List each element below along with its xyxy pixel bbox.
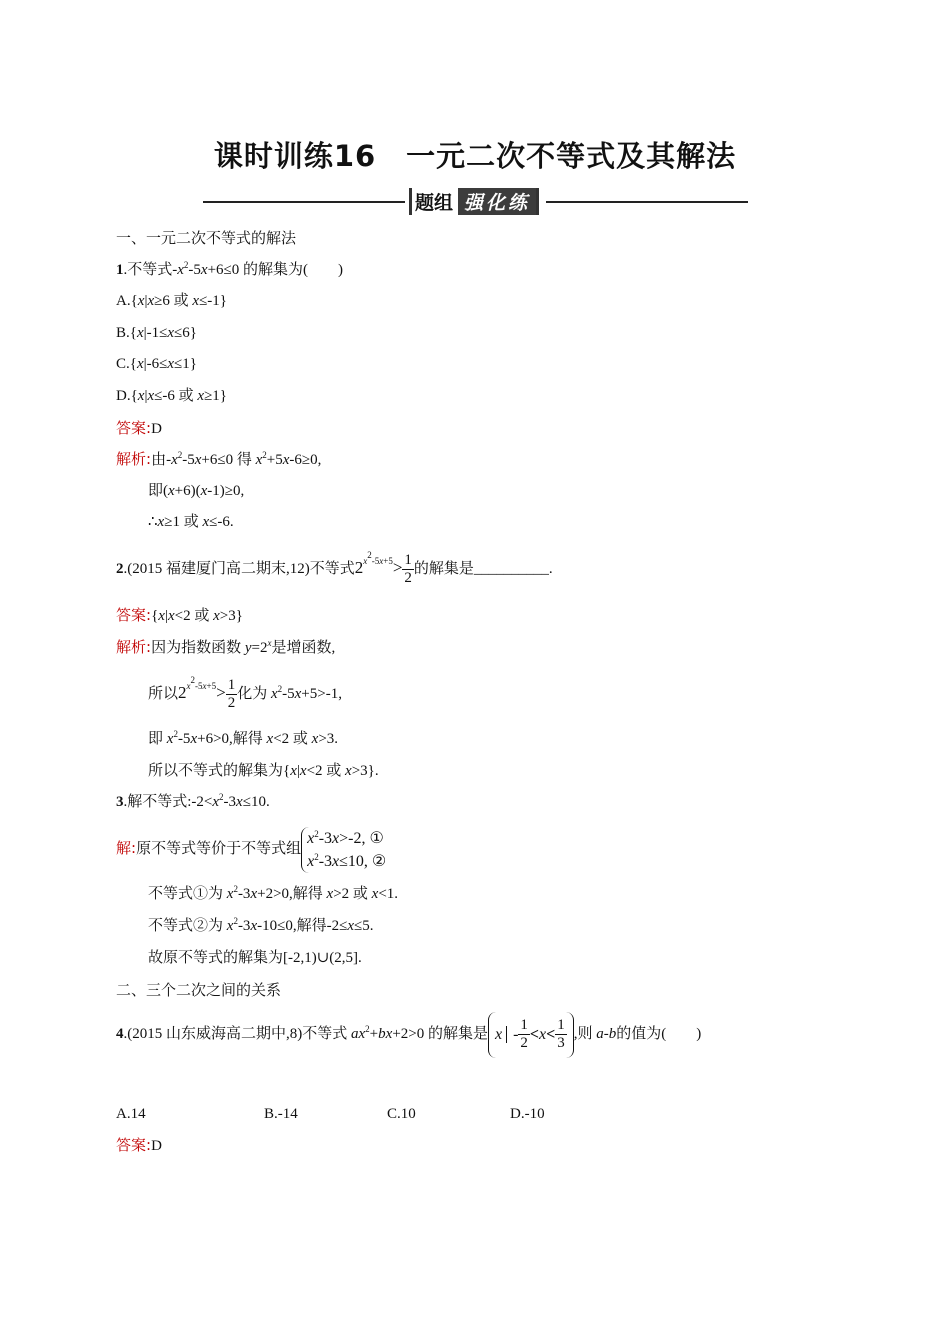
- option-b[interactable]: B.{x|-1≤x≤6}: [116, 325, 197, 341]
- solution-1-line-1: 解析:由$-x^2-5x+6\le 0$ 得 $x^2+5x-6\ge 0$,: [116, 450, 322, 468]
- title-rule-right: [546, 201, 748, 203]
- question-1: 1.不等式$-x^2-5x+6\le 0$ 的解集为( ): [116, 260, 344, 278]
- inequality-system: $x^2-3x>-2$, ① $x^2-3x\le 10$, ②: [301, 827, 386, 873]
- option-a[interactable]: A.14: [116, 1106, 146, 1122]
- solution-1-line-3: ∴x≥1 或 x≤-6.: [148, 514, 234, 530]
- option-c[interactable]: C.{x|-6≤x≤1}: [116, 356, 197, 372]
- answer-label: 答案:: [116, 419, 152, 437]
- question-number: 2: [116, 561, 124, 577]
- answer-label: 答案:: [116, 606, 152, 624]
- fraction-one-half: $\frac{1}{2}$: [227, 677, 236, 712]
- banner-left: 题组: [409, 188, 456, 215]
- answer-2: 答案:{x|x<2 或 x>3}: [116, 606, 243, 624]
- banner-right: 强化练: [458, 188, 539, 215]
- solution-2-line-2: 所以$2^{x^2-5x+5}>$ $\frac{1}{2}$ 化为 $x^2-5x+5>-1$,: [148, 675, 342, 712]
- question-number: 4: [116, 1026, 124, 1042]
- solution-label: 解析:: [116, 638, 152, 656]
- question-4: 4.(2015 山东威海高二期中,8)不等式 $ax^2+bx+2>0$ 的解集是 x - $\frac{1}{2}$ <x< $\frac{1}{3}$ ,则 a-b的值为( ): [116, 1010, 701, 1058]
- fraction-one-half: $\frac{1}{2}$: [404, 552, 412, 587]
- answer-label: 答案:: [116, 1136, 152, 1154]
- solution-3-line-3: 故原不等式的解集为[-2,1)∪(2,5].: [148, 950, 362, 966]
- section-heading-2: 二、三个二次之间的关系: [116, 981, 282, 999]
- question-2: 2.(2015 福建厦门高二期末,12)不等式$2^{x^2-5x+5}>$ $\frac{1}{2}$ 的解集是__________.: [116, 550, 553, 587]
- solution-2-line-3: 即 $x^2-5x+6>0$,解得 x<2 或 x>3.: [148, 729, 339, 747]
- solution-3-line-1: 不等式①为 $x^2-3x+2>0$,解得 x>2 或 x<1.: [148, 884, 399, 902]
- solution-3-line-2: 不等式②为 $x^2-3x-10\le 0$,解得-2≤x≤5.: [148, 916, 374, 934]
- option-a[interactable]: A.{x|x≥6 或 x≤-1}: [116, 293, 227, 309]
- option-b[interactable]: B.-14: [264, 1106, 298, 1122]
- option-d[interactable]: D.{x|x≤-6 或 x≥1}: [116, 388, 227, 404]
- option-d[interactable]: D.-10: [510, 1106, 545, 1122]
- solution-3-system: 解:原不等式等价于不等式组 $x^2-3x>-2$, ① $x^2-3x\le 10$, ②: [116, 824, 386, 873]
- solution-label: 解:: [116, 839, 137, 857]
- solution-1-line-2: 即(x+6)(x-1)≥0,: [148, 483, 245, 499]
- solution-2-line-4: 所以不等式的解集为{x|x<2 或 x>3}.: [148, 763, 379, 779]
- question-3: 3.解不等式$:-2<x^2-3x\le 10$.: [116, 792, 270, 810]
- answer-4: 答案:D: [116, 1136, 162, 1154]
- section-heading-1: 一、一元二次不等式的解法: [116, 229, 297, 247]
- section-banner: [409, 188, 539, 214]
- solution-label: 解析:: [116, 450, 152, 468]
- answer-1: 答案:D: [116, 419, 162, 437]
- question-number: 1: [116, 262, 124, 278]
- question-number: 3: [116, 794, 124, 810]
- option-c[interactable]: C.10: [387, 1106, 416, 1122]
- solution-set: x - $\frac{1}{2}$ <x< $\frac{1}{3}$: [488, 1012, 574, 1058]
- solution-2-line-1: 解析:因为指数函数 $y=2^x$是增函数,: [116, 638, 336, 656]
- title-rule-left: [203, 201, 405, 203]
- page-title: 课时训练16 一元二次不等式及其解法: [213, 139, 737, 173]
